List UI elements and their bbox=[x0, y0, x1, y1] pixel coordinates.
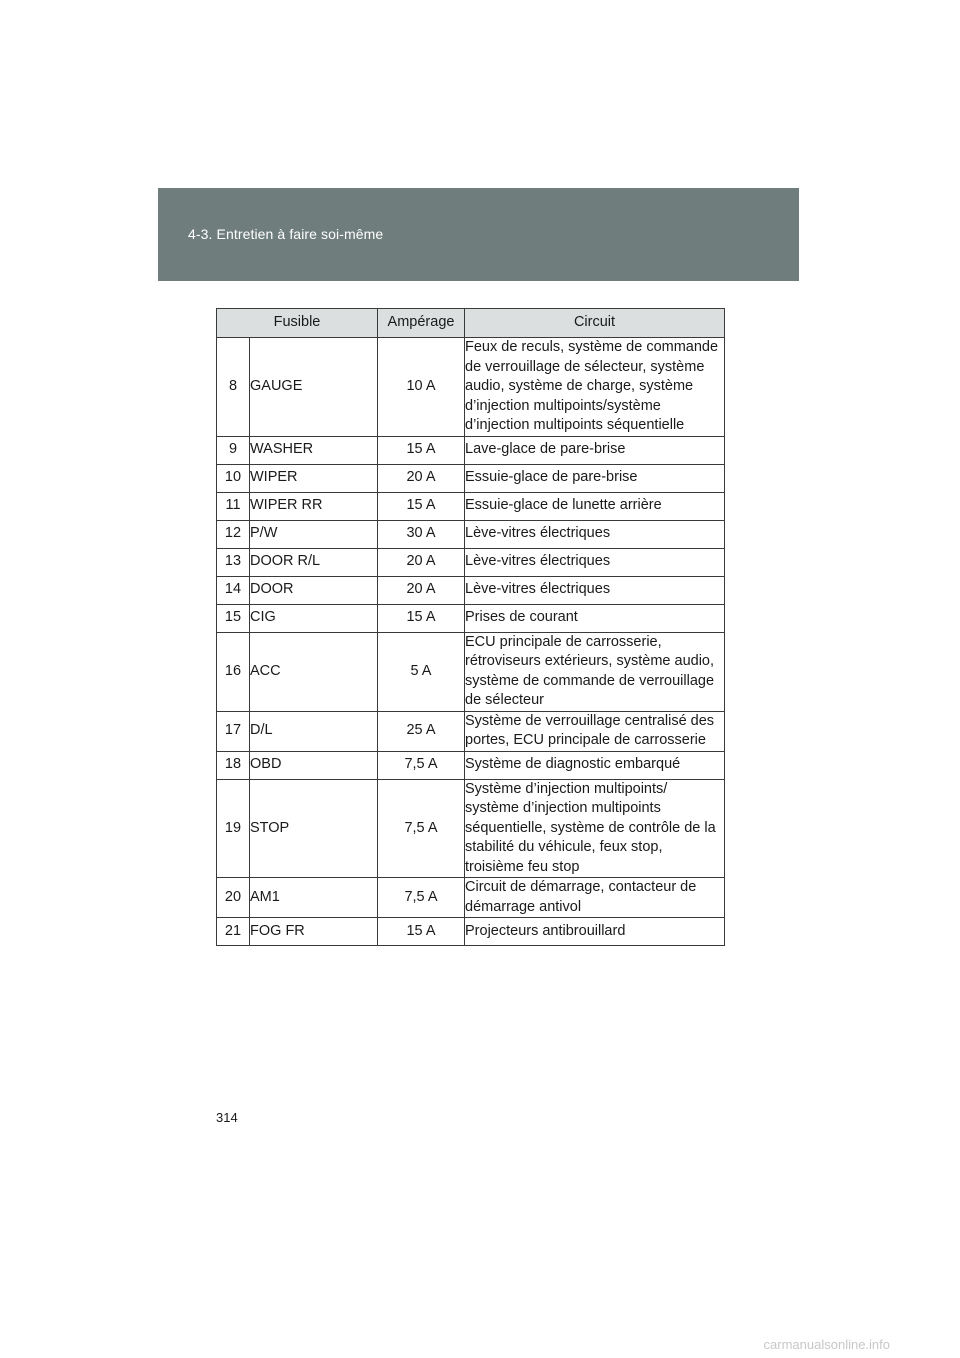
table-row bbox=[217, 711, 725, 751]
fuse-number: 13 bbox=[217, 548, 250, 576]
fuse-number: 17 bbox=[217, 711, 250, 751]
fuse-circuit: Lève-vitres électriques bbox=[465, 576, 725, 604]
fuse-number: 18 bbox=[217, 751, 250, 779]
table-row bbox=[217, 604, 725, 632]
fuse-name: DOOR bbox=[250, 576, 378, 604]
column-header-fusible: Fusible bbox=[217, 309, 378, 338]
fuse-amperage: 10 A bbox=[378, 338, 465, 437]
fuse-circuit: Lève-vitres électriques bbox=[465, 548, 725, 576]
fuse-circuit: Lave-glace de pare-brise bbox=[465, 436, 725, 464]
fuse-circuit: Circuit de démarrage, contacteur de démarrage antivol bbox=[465, 878, 725, 918]
table-row bbox=[217, 520, 725, 548]
fuse-amperage: 30 A bbox=[378, 520, 465, 548]
fuse-amperage: 15 A bbox=[378, 918, 465, 946]
fuse-amperage: 20 A bbox=[378, 576, 465, 604]
fuse-circuit: Lève-vitres électriques bbox=[465, 520, 725, 548]
fuse-amperage: 15 A bbox=[378, 604, 465, 632]
fuse-name: OBD bbox=[250, 751, 378, 779]
fuse-amperage: 7,5 A bbox=[378, 751, 465, 779]
fuse-circuit: Feux de reculs, système de commande de verrouillage de sélecteur, système audio, système de charge, système d’injection multipoints/système d’injection multipoints séquentielle bbox=[465, 338, 725, 437]
fuse-number: 10 bbox=[217, 464, 250, 492]
fuse-table bbox=[216, 308, 725, 946]
fuse-circuit: ECU principale de carrosserie, rétroviseurs extérieurs, système audio, système de commande de verrouillage de sélecteur bbox=[465, 632, 725, 711]
fuse-amperage: 15 A bbox=[378, 492, 465, 520]
fuse-amperage: 15 A bbox=[378, 436, 465, 464]
fuse-number: 9 bbox=[217, 436, 250, 464]
fuse-name: DOOR R/L bbox=[250, 548, 378, 576]
table-row bbox=[217, 632, 725, 711]
fuse-name: CIG bbox=[250, 604, 378, 632]
fuse-number: 21 bbox=[217, 918, 250, 946]
fuse-name: WASHER bbox=[250, 436, 378, 464]
table-row bbox=[217, 576, 725, 604]
fuse-circuit: Essuie-glace de pare-brise bbox=[465, 464, 725, 492]
fuse-name: GAUGE bbox=[250, 338, 378, 437]
table-row bbox=[217, 751, 725, 779]
fuse-circuit: Projecteurs antibrouillard bbox=[465, 918, 725, 946]
fuse-amperage: 25 A bbox=[378, 711, 465, 751]
fuse-number: 14 bbox=[217, 576, 250, 604]
fuse-name: FOG FR bbox=[250, 918, 378, 946]
fuse-name: AM1 bbox=[250, 878, 378, 918]
fuse-number: 20 bbox=[217, 878, 250, 918]
table-row bbox=[217, 492, 725, 520]
section-title: 4-3. Entretien à faire soi-même bbox=[188, 226, 384, 242]
table-row bbox=[217, 338, 725, 437]
fuse-circuit: Système d’injection multipoints/ système d’injection multipoints séquentielle, système de contrôle de la stabilité du véhicule, feux stop, troisième feu stop bbox=[465, 779, 725, 878]
fuse-number: 11 bbox=[217, 492, 250, 520]
fuse-number: 19 bbox=[217, 779, 250, 878]
fuse-name: STOP bbox=[250, 779, 378, 878]
column-header-amperage: Ampérage bbox=[378, 309, 465, 338]
table-row bbox=[217, 878, 725, 918]
fuse-amperage: 20 A bbox=[378, 548, 465, 576]
fuse-amperage: 7,5 A bbox=[378, 779, 465, 878]
fuse-name: P/W bbox=[250, 520, 378, 548]
watermark-text: carmanualsonline.info bbox=[763, 1337, 890, 1352]
fuse-number: 15 bbox=[217, 604, 250, 632]
fuse-circuit: Essuie-glace de lunette arrière bbox=[465, 492, 725, 520]
table-row bbox=[217, 464, 725, 492]
page-number: 314 bbox=[216, 1110, 238, 1125]
fuse-name: D/L bbox=[250, 711, 378, 751]
column-header-circuit: Circuit bbox=[465, 309, 725, 338]
table-header-row bbox=[217, 309, 725, 338]
table-row bbox=[217, 436, 725, 464]
fuse-amperage: 20 A bbox=[378, 464, 465, 492]
fuse-circuit: Prises de courant bbox=[465, 604, 725, 632]
table-row bbox=[217, 918, 725, 946]
table-row bbox=[217, 779, 725, 878]
fuse-name: ACC bbox=[250, 632, 378, 711]
fuse-number: 16 bbox=[217, 632, 250, 711]
fuse-circuit: Système de diagnostic embarqué bbox=[465, 751, 725, 779]
table-row bbox=[217, 548, 725, 576]
fuse-amperage: 7,5 A bbox=[378, 878, 465, 918]
fuse-number: 12 bbox=[217, 520, 250, 548]
fuse-name: WIPER bbox=[250, 464, 378, 492]
section-header bbox=[158, 188, 799, 281]
fuse-circuit: Système de verrouillage centralisé des portes, ECU principale de carrosserie bbox=[465, 711, 725, 751]
fuse-number: 8 bbox=[217, 338, 250, 437]
fuse-amperage: 5 A bbox=[378, 632, 465, 711]
fuse-name: WIPER RR bbox=[250, 492, 378, 520]
